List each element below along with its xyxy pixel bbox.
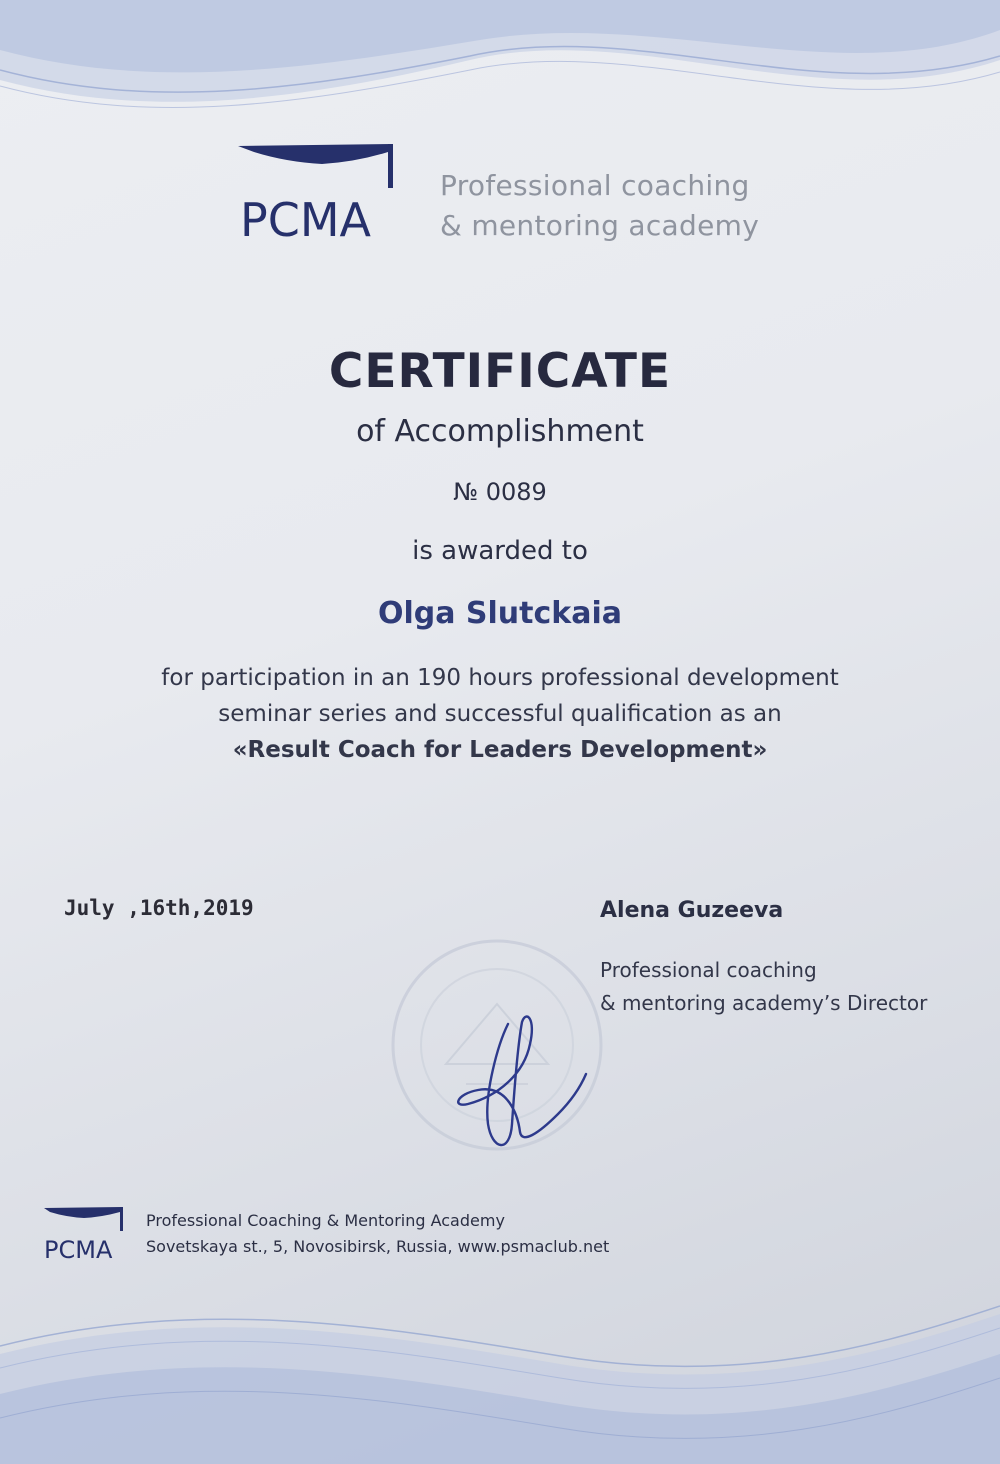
description-line-2: seminar series and successful qualification as an [218,701,782,727]
pcma-logo [236,140,412,244]
footer-org-name: Professional Coaching & Mentoring Academy [146,1211,505,1230]
top-wave-decoration [0,0,1000,140]
footer-contact [146,1208,609,1260]
issue-date: July ,16th,2019 [64,896,254,920]
description-line-1: for participation in an 190 hours professional development [161,665,839,691]
qualification-title: «Result Coach for Leaders Development» [232,737,768,763]
certificate-number: № 0089 [453,478,547,506]
certificate-subtitle: of Accomplishment [356,414,644,449]
tagline-line-2: & mentoring academy [440,209,760,242]
graduation-cap-icon [238,144,393,188]
signer-role-line-1: Professional coaching [600,958,817,982]
bottom-wave-decoration [0,1294,1000,1464]
header-tagline [440,166,759,246]
footer-address: Sovetskaya st., 5, Novosibirsk, Russia, www.psmaclub.net [146,1237,610,1256]
certificate-description [0,660,1000,768]
director-signature [448,1004,588,1156]
footer-pcma-logo [42,1204,132,1262]
recipient-name: Olga Slutckaia [377,596,623,631]
svg-text:PCMA: PCMA [44,1236,113,1262]
svg-text:PCMA: PCMA [240,193,372,244]
signer-name: Alena Guzeeva [600,898,784,923]
certificate-title: CERTIFICATE [328,344,672,399]
signer-role-line-2: & mentoring academy’s Director [600,991,928,1015]
signer-role [600,954,927,1020]
graduation-cap-icon [44,1207,123,1231]
awarded-text: is awarded to [412,536,588,566]
tagline-line-1: Professional coaching [440,169,750,202]
